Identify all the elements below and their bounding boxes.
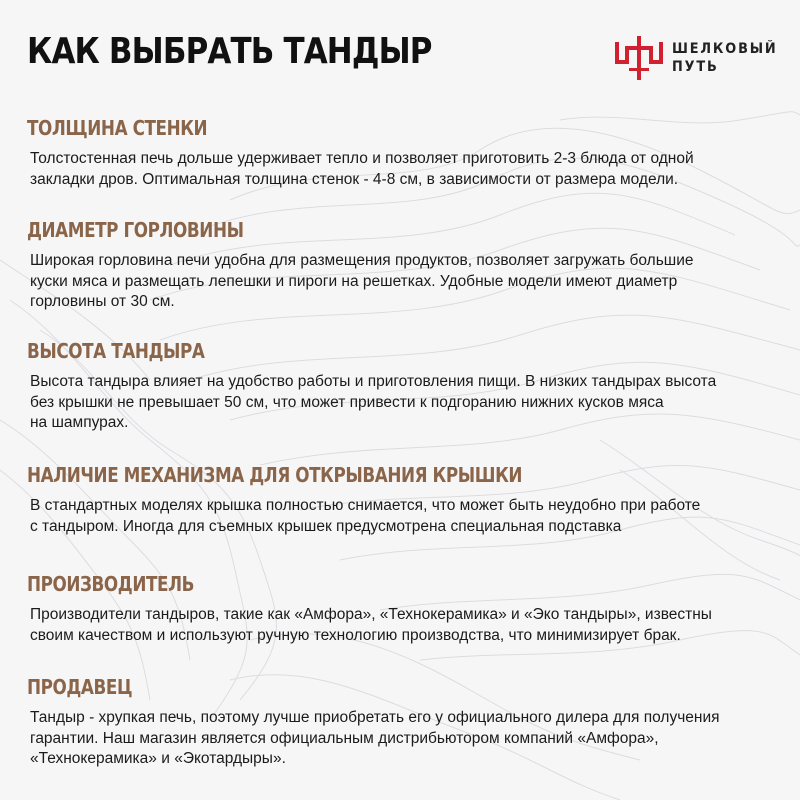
text-line: без крышки не превышает 50 см, что может привести к подгоранию нижних кусков мяса <box>30 393 664 411</box>
text-line: Производители тандыров, такие как «Амфора», «Технокерамика» и «Эко тандыры», известны <box>30 606 712 623</box>
brand-name-line2: ПУТЬ <box>672 59 719 75</box>
section-lid-mechanism <box>27 462 777 537</box>
text-line: горловины от 30 см. <box>30 293 175 310</box>
section-wall-thickness <box>27 115 777 190</box>
text-line: Широкая горловина печи удобна для размещения продуктов, позволяет загружать большие <box>30 252 694 269</box>
section-text <box>30 605 777 646</box>
page-title: КАК ВЫБРАТЬ ТАНДЫР <box>27 31 432 72</box>
text-line: Высота тандыра влияет на удобство работы и приготовления пищи. В низких тандырах высота <box>30 373 717 390</box>
silk-road-logo-icon <box>615 36 663 80</box>
text-line: на шампурах. <box>30 414 129 431</box>
text-line: Тандыр - хрупкая печь, поэтому лучше приобретать его у официального дилера для получения <box>30 709 720 726</box>
section-seller <box>27 674 777 770</box>
text-line: закладки дров. Оптимальная толщина стенок - 4-8 см, в зависимости от размера модели. <box>30 170 679 188</box>
section-text <box>30 496 777 537</box>
text-line: В стандартных моделях крышка полностью снимается, что может быть неудобно при работе <box>30 497 701 514</box>
brand-name <box>672 40 778 76</box>
section-heading: ДИАМЕТР ГОРЛОВИНЫ <box>27 218 244 242</box>
section-heading: НАЛИЧИЕ МЕХАНИЗМА ДЛЯ ОТКРЫВАНИЯ КРЫШКИ <box>27 463 523 487</box>
text-line: куски мяса и размещать лепешки и пироги на решетках. Удобные модели имеют диаметр <box>30 272 678 290</box>
section-tandoor-height <box>27 338 777 434</box>
text-line: с тандыром. Иногда для съемных крышек предусмотрена специальная подставка <box>30 517 622 535</box>
section-text <box>30 372 777 434</box>
section-neck-diameter <box>27 217 777 313</box>
text-line: Толстостенная печь дольше удерживает тепло и позволяет приготовить 2-3 блюда от одной <box>30 150 694 167</box>
brand-name-line1: ШЕЛКОВЫЙ <box>672 41 778 57</box>
section-text <box>30 251 777 313</box>
section-heading: ПРОИЗВОДИТЕЛЬ <box>27 572 195 596</box>
section-manufacturer <box>27 571 777 646</box>
brand <box>615 36 787 80</box>
section-text <box>30 708 777 770</box>
text-line: своим качеством и используют ручную технологию производства, что минимизирует брак. <box>30 626 681 644</box>
section-heading: ТОЛЩИНА СТЕНКИ <box>27 116 208 140</box>
section-heading: ПРОДАВЕЦ <box>27 675 133 699</box>
section-text <box>30 149 777 190</box>
text-line: «Технокерамика» и «Экотардыры». <box>30 750 286 767</box>
section-heading: ВЫСОТА ТАНДЫРА <box>27 339 205 363</box>
text-line: гарантии. Наш магазин является официальным дистрибьютором компаний «Амфора», <box>30 729 659 747</box>
